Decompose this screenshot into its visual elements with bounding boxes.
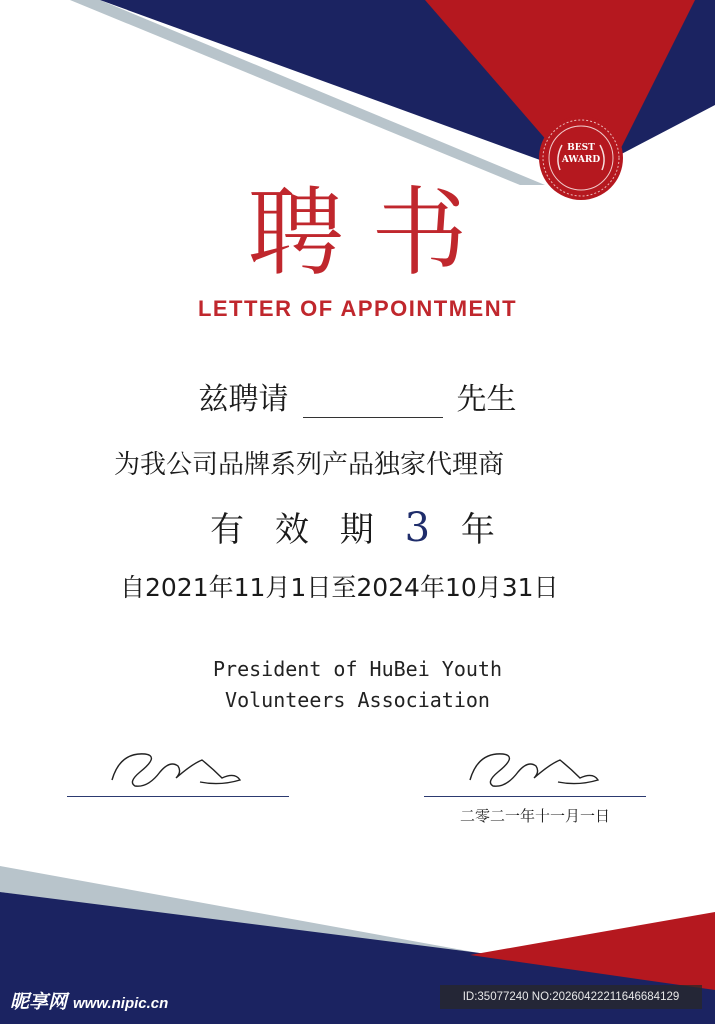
appointment-role: 为我公司品牌系列产品独家代理商: [114, 450, 505, 480]
watermark-brand: [10, 987, 168, 1014]
watermark-id: ID:35077240 NO:20260422211646684129: [440, 985, 702, 1009]
signature-line-left: [67, 796, 289, 797]
validity-years: 3: [404, 505, 441, 551]
validity-suffix: 年: [460, 510, 505, 550]
watermark-brand-name: 昵享网: [10, 992, 68, 1013]
seal-line-2: AWARD: [561, 155, 601, 165]
appointee-prefix: 兹聘请: [198, 382, 289, 417]
title-chinese: 聘书: [247, 177, 496, 289]
validity-period: 自2021年11月1日至2024年10月31日: [120, 573, 559, 602]
title-english: LETTER OF APPOINTMENT: [197, 296, 518, 321]
appointee-suffix: 先生: [456, 382, 517, 417]
watermark-site: www.nipic.cn: [73, 995, 169, 1012]
appointee-line: [0, 374, 715, 418]
president-line-1: President of HuBei Youth: [213, 657, 502, 681]
signature-right: [458, 742, 618, 792]
signature-line-right: [424, 796, 646, 797]
name-blank[interactable]: [303, 389, 443, 418]
seal-line-1: BEST: [567, 143, 595, 153]
seal-text: [551, 142, 611, 166]
president-line-2: Volunteers Association: [225, 688, 490, 712]
issue-date: 二零二一年十一月一日: [459, 807, 610, 825]
signature-left: [100, 742, 260, 792]
validity-line: [0, 502, 715, 551]
validity-prefix: 有 效 期: [210, 510, 384, 550]
president-title: [0, 654, 715, 716]
